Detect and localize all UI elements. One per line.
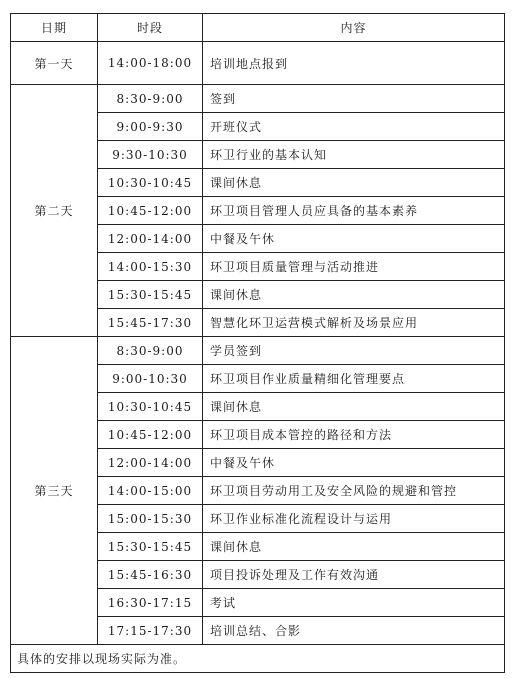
session-time: 9:30-10:30 — [98, 141, 203, 169]
session-content: 环卫项目质量管理与活动推进 — [203, 253, 505, 281]
session-time: 14:00-15:00 — [98, 477, 203, 505]
session-content: 课间休息 — [203, 533, 505, 561]
session-content: 课间休息 — [203, 281, 505, 309]
session-content: 课间休息 — [203, 393, 505, 421]
header-content: 内容 — [203, 14, 505, 42]
session-time: 17:15-17:30 — [98, 617, 203, 645]
session-time: 9:00-9:30 — [98, 113, 203, 141]
schedule-document — [10, 13, 505, 673]
session-time: 14:00-15:30 — [98, 253, 203, 281]
session-time: 12:00-14:00 — [98, 225, 203, 253]
day-label: 第三天 — [11, 337, 98, 645]
day-label: 第一天 — [11, 42, 98, 85]
session-content: 签到 — [203, 85, 505, 113]
session-content: 培训地点报到 — [203, 42, 505, 85]
session-time: 8:30-9:00 — [98, 85, 203, 113]
session-time: 15:30-15:45 — [98, 281, 203, 309]
schedule-body — [11, 42, 505, 645]
session-content: 考试 — [203, 589, 505, 617]
session-content: 项目投诉处理及工作有效沟通 — [203, 561, 505, 589]
session-time: 15:45-16:30 — [98, 561, 203, 589]
session-time: 15:00-15:30 — [98, 505, 203, 533]
note-row — [11, 645, 505, 673]
session-time: 10:30-10:45 — [98, 169, 203, 197]
session-time: 12:00-14:00 — [98, 449, 203, 477]
table-row — [11, 85, 505, 113]
session-time: 8:30-9:00 — [98, 337, 203, 365]
session-content: 中餐及午休 — [203, 225, 505, 253]
session-time: 15:30-15:45 — [98, 533, 203, 561]
session-content: 培训总结、合影 — [203, 617, 505, 645]
session-content: 环卫项目管理人员应具备的基本素养 — [203, 197, 505, 225]
header-time: 时段 — [98, 14, 203, 42]
session-content: 课间休息 — [203, 169, 505, 197]
session-content: 环卫行业的基本认知 — [203, 141, 505, 169]
table-header-row — [11, 14, 505, 42]
session-time: 9:00-10:30 — [98, 365, 203, 393]
session-time: 14:00-18:00 — [98, 42, 203, 85]
table-row — [11, 337, 505, 365]
session-content: 环卫项目作业质量精细化管理要点 — [203, 365, 505, 393]
session-content: 开班仪式 — [203, 113, 505, 141]
session-time: 10:45-12:00 — [98, 197, 203, 225]
session-content: 环卫项目成本管控的路径和方法 — [203, 421, 505, 449]
schedule-table — [10, 13, 505, 673]
table-row — [11, 42, 505, 85]
session-content: 学员签到 — [203, 337, 505, 365]
session-time: 16:30-17:15 — [98, 589, 203, 617]
day-label: 第二天 — [11, 85, 98, 337]
session-time: 10:30-10:45 — [98, 393, 203, 421]
session-content: 中餐及午休 — [203, 449, 505, 477]
session-content: 环卫作业标准化流程设计与运用 — [203, 505, 505, 533]
schedule-note: 具体的安排以现场实际为准。 — [11, 645, 505, 673]
session-time: 10:45-12:00 — [98, 421, 203, 449]
session-content: 智慧化环卫运营模式解析及场景应用 — [203, 309, 505, 337]
header-date: 日期 — [11, 14, 98, 42]
session-time: 15:45-17:30 — [98, 309, 203, 337]
session-content: 环卫项目劳动用工及安全风险的规避和管控 — [203, 477, 505, 505]
